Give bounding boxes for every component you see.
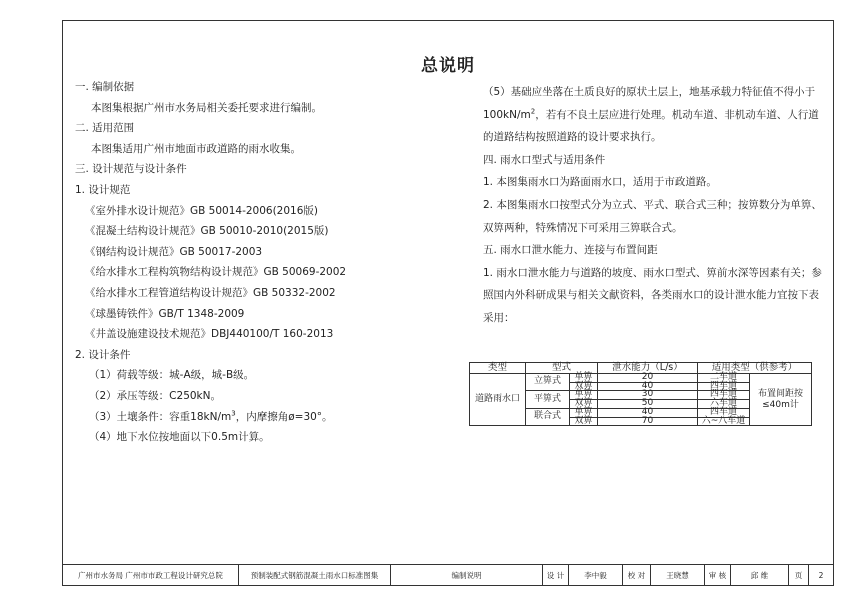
- section-2-body: 本图集适用广州市地面市政道路的雨水收集。: [91, 142, 301, 155]
- title-block: [63, 564, 833, 585]
- review-label: 审 核: [705, 565, 731, 585]
- grate-cell: 双箅: [570, 382, 598, 391]
- code-item: 《室外排水设计规范》GB 50014-2006(2016版): [85, 204, 319, 217]
- section-4-item-2: 2. 本图集雨水口按型式分为立式、平式、联合式三种；按箅数分为单箅、: [483, 198, 822, 211]
- section-1-body: 本图集根据广州市水务局相关委托要求进行编制。: [91, 101, 322, 114]
- header-cell: 适用类型（供参考）: [698, 363, 812, 374]
- lane-cell: 六~八车道: [698, 417, 750, 426]
- header-cell: 泄水能力（L/s）: [598, 363, 698, 374]
- grate-cell: 双箅: [570, 400, 598, 409]
- code-item: 《钢结构设计规范》GB 50017-2003: [85, 245, 263, 258]
- capacity-cell: 30: [598, 391, 698, 400]
- header-cell: 类型: [470, 363, 526, 374]
- sheet-name-cell: 编制说明: [391, 565, 543, 585]
- left-column: [75, 77, 435, 448]
- spacing-note-cell: 布置间距按 ≤40m计: [750, 374, 812, 426]
- condition-load: （1）荷载等级：城-A级，城-B级。: [89, 369, 255, 382]
- foundation-text-line: $100kN/m^2$，若有不良土层应进行处理。机动车道、非机动车道、人行道: [483, 107, 819, 121]
- foundation-text-line: （5）基础应坐落在土质良好的原状土层上，地基承载力特征值不得小于: [483, 86, 816, 98]
- grate-cell: 单箅: [570, 408, 598, 417]
- page-label: 页: [789, 565, 809, 585]
- drawing-sheet: [62, 20, 834, 586]
- right-column: [483, 81, 828, 330]
- grate-cell: 单箅: [570, 374, 598, 383]
- code-item: 《井盖设施建设技术规范》DBJ440100/T 160-2013: [85, 328, 334, 341]
- lane-cell: 四车道: [698, 391, 750, 400]
- table-row: [470, 374, 812, 383]
- section-4-item-1: 1. 本图集雨水口为路面雨水口，适用于市政道路。: [483, 176, 717, 189]
- lane-cell: 六车道: [698, 400, 750, 409]
- code-item: 《混凝土结构设计规范》GB 50010-2010(2015版): [85, 225, 329, 238]
- checker-name: 王晓慧: [651, 565, 705, 585]
- section-3-1-heading: 1. 设计规范: [75, 183, 131, 196]
- section-3-2-heading: 2. 设计条件: [75, 348, 131, 361]
- design-label: 设 计: [543, 565, 569, 585]
- section-2-heading: 二. 适用范围: [75, 122, 135, 135]
- page-number: 2: [818, 570, 824, 580]
- section-3-heading: 三. 设计规范与设计条件: [75, 163, 187, 176]
- reviewer-name: 邱 维: [731, 565, 789, 585]
- section-4-item-2-cont: 双箅两种，特殊情况下可采用三箅联合式。: [483, 221, 683, 234]
- capacity-cell: 20: [598, 374, 698, 383]
- check-label: 校 对: [623, 565, 651, 585]
- lane-cell: 四车道: [698, 408, 750, 417]
- atlas-name-cell: 预制装配式钢筋混凝土雨水口标准图集: [239, 565, 391, 585]
- code-item: 《给水排水工程管道结构设计规范》GB 50332-2002: [85, 286, 336, 299]
- code-item: 《球墨铸铁件》GB/T 1348-2009: [85, 307, 245, 320]
- grate-cell: 单箅: [570, 391, 598, 400]
- lane-cell: 二车道: [698, 374, 750, 383]
- form-cell: 平箅式: [526, 391, 570, 408]
- form-cell: 立箅式: [526, 374, 570, 391]
- capacity-cell: 40: [598, 408, 698, 417]
- section-5-item-1-cont: 采用：: [483, 311, 515, 324]
- page-title: 总说明: [421, 56, 475, 76]
- condition-soil: （3）土壤条件：容重$18kN/m^3$，内摩擦角ø=30°。: [89, 409, 333, 423]
- code-item: 《给水排水工程构筑物结构设计规范》GB 50069-2002: [85, 266, 347, 279]
- capacity-cell: 40: [598, 382, 698, 391]
- condition-pressure: （2）承压等级：C250kN。: [89, 389, 221, 402]
- table-header-row: [470, 363, 812, 374]
- designer-name: 李中毅: [569, 565, 623, 585]
- org-cell: 广州市水务局 广州市市政工程设计研究总院: [63, 565, 239, 585]
- section-5-heading: 五. 雨水口泄水能力、连接与布置间距: [483, 244, 658, 257]
- header-cell: 型式: [526, 363, 598, 374]
- section-1-heading: 一. 编制依据: [75, 81, 135, 93]
- section-5-item-1: 1. 雨水口泄水能力与道路的坡度、雨水口型式、箅前水深等因素有关；参: [483, 266, 822, 279]
- section-5-item-1-cont: 照国内外科研成果与相关文献资料，各类雨水口的设计泄水能力宜按下表: [483, 289, 819, 302]
- grate-cell: 双箅: [570, 417, 598, 426]
- type-cell: 道路雨水口: [470, 374, 526, 426]
- capacity-cell: 70: [598, 417, 698, 426]
- lane-cell: 四车道: [698, 382, 750, 391]
- form-cell: 联合式: [526, 408, 570, 425]
- capacity-cell: 50: [598, 400, 698, 409]
- drainage-capacity-table: [469, 362, 812, 426]
- section-4-heading: 四. 雨水口型式与适用条件: [483, 153, 606, 166]
- condition-groundwater: （4）地下水位按地面以下0.5m计算。: [89, 431, 270, 444]
- foundation-text-line: 的道路结构按照道路的设计要求执行。: [483, 131, 662, 144]
